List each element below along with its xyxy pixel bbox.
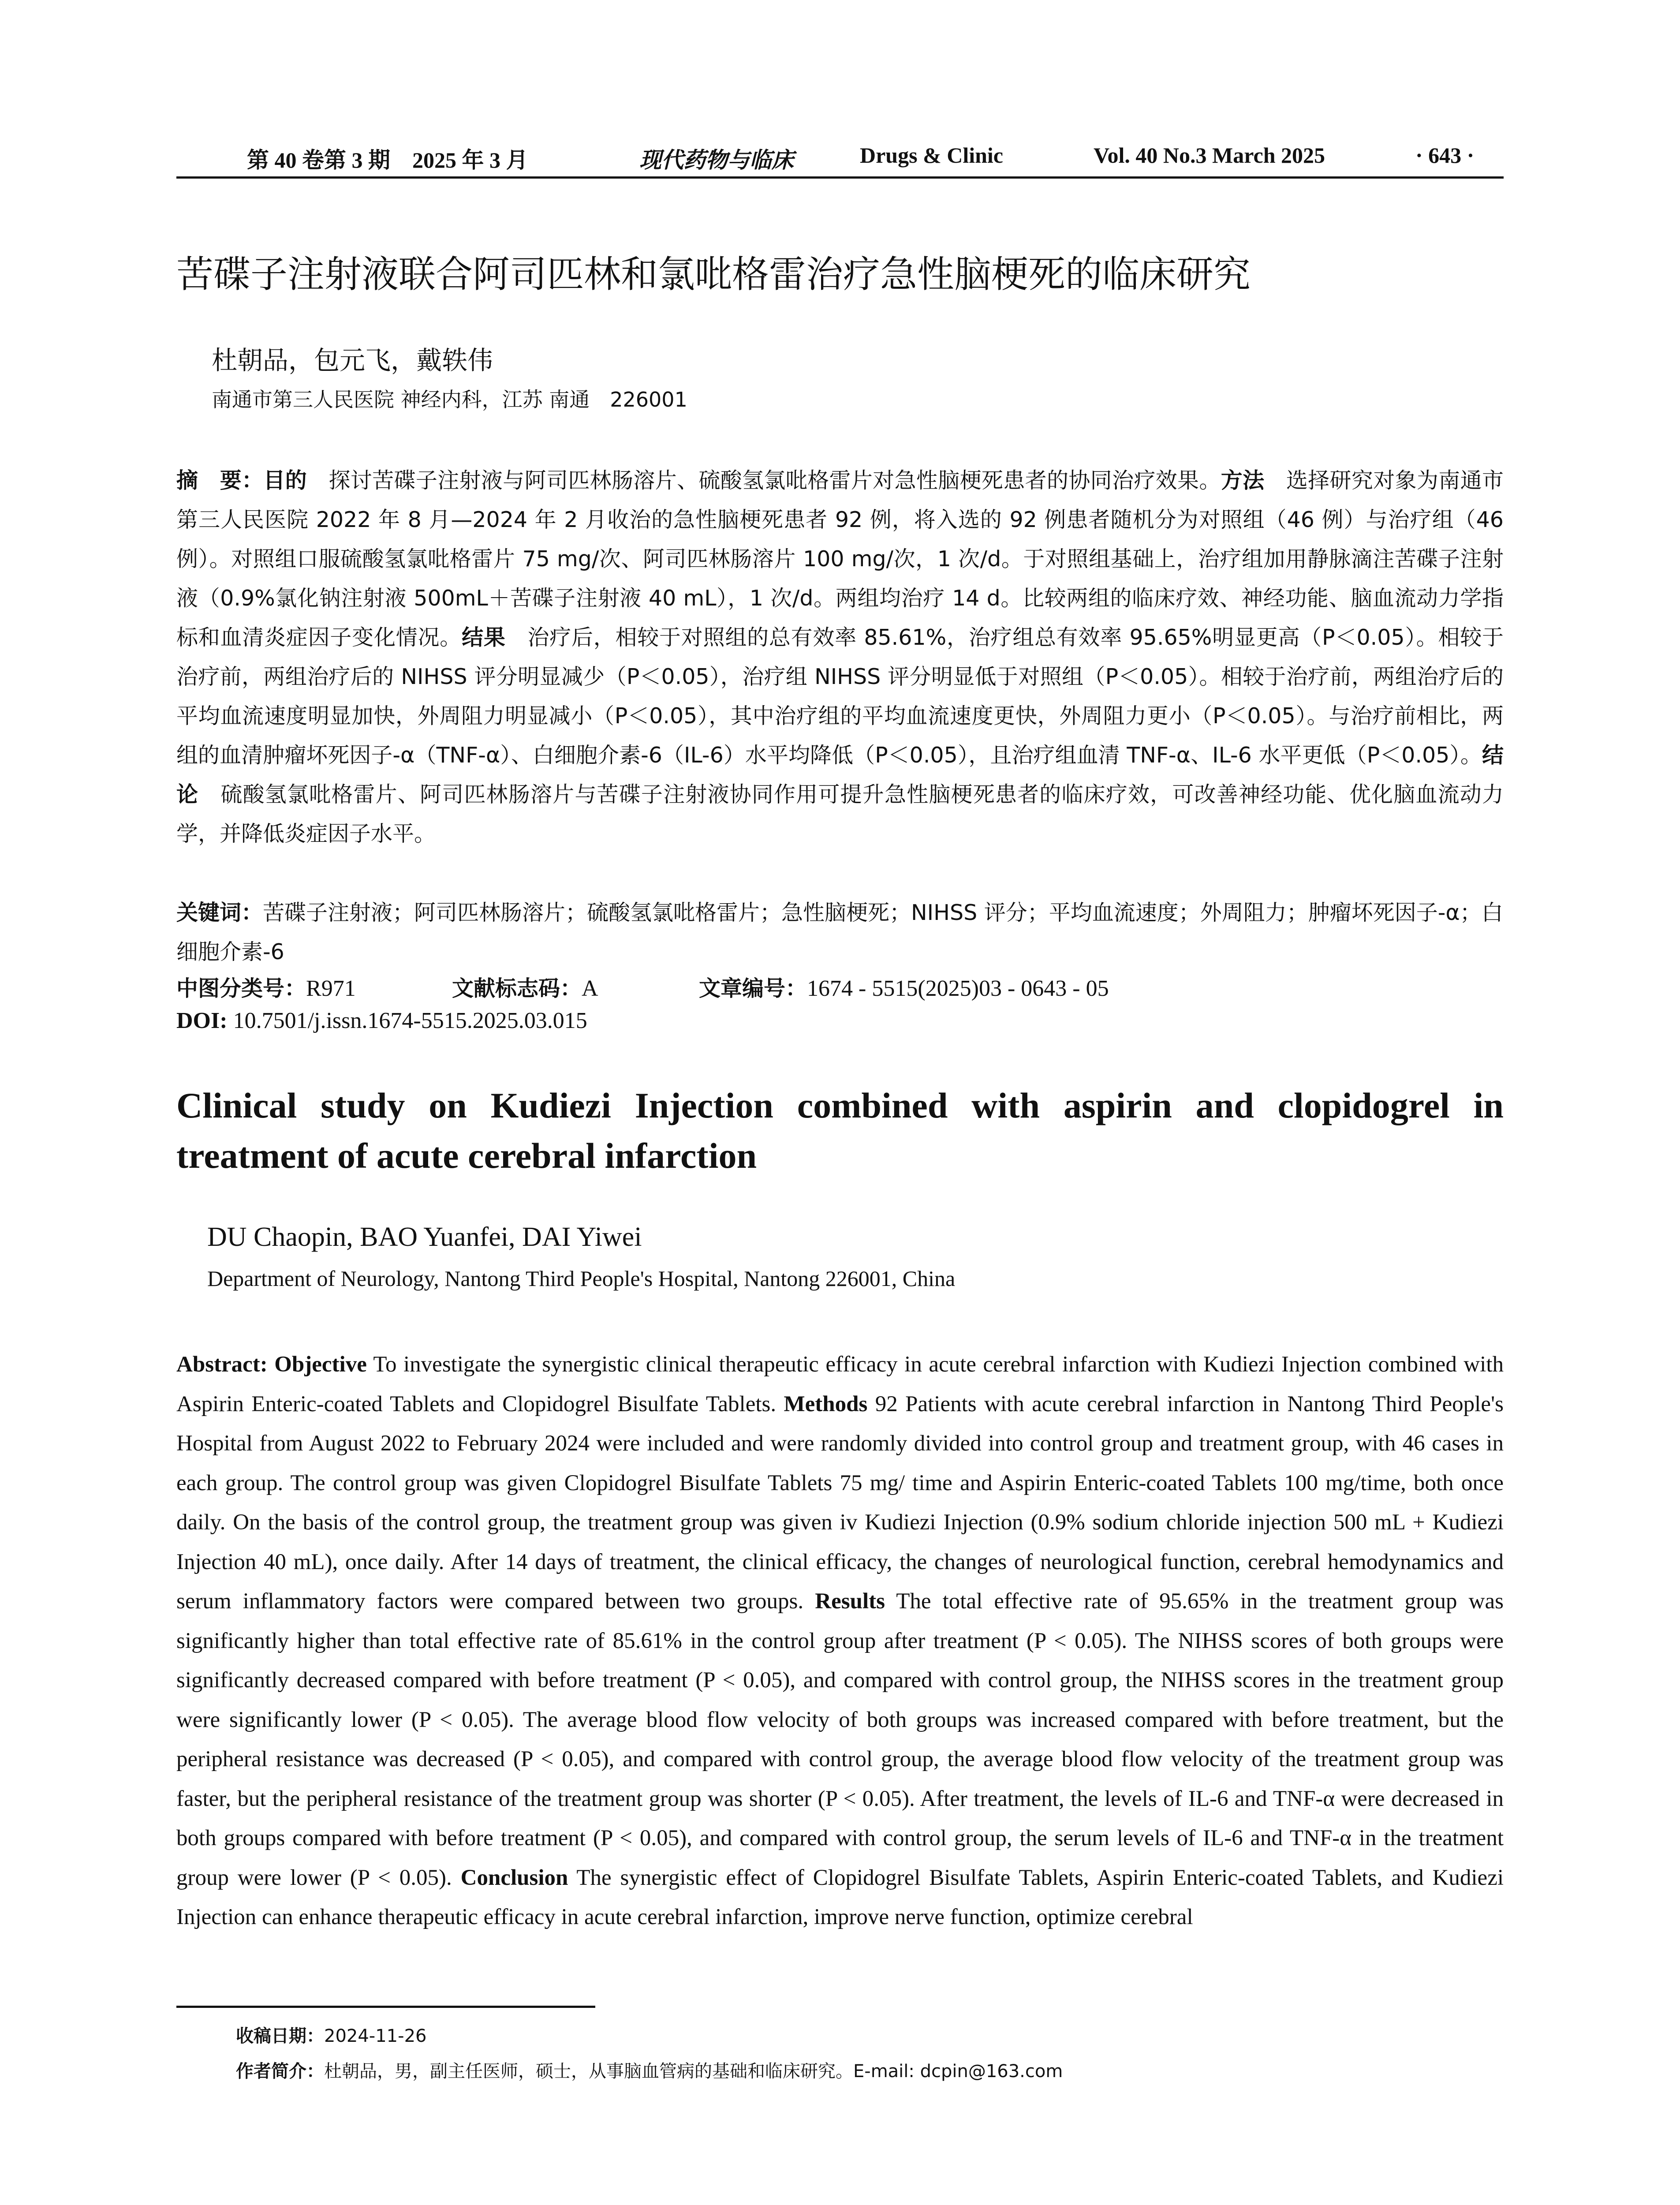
footnote-received: [236, 2022, 426, 2047]
clc-value: R971: [306, 976, 356, 1001]
abstract-cn-results-label: 结果: [462, 625, 506, 650]
doi: [176, 1008, 587, 1034]
clc-label: 中图分类号：: [176, 976, 306, 1001]
affiliation-cn: 南通市第三人民医院 神经内科，江苏 南通 226001: [212, 388, 687, 411]
abstract-en-results-label: Results: [815, 1589, 885, 1614]
header-volume-cn: 第 40 卷第 3 期 2025 年 3 月: [247, 148, 528, 172]
abstract-en: [176, 1345, 1504, 1937]
authors-en: DU Chaopin, BAO Yuanfei, DAI Yiwei: [207, 1222, 642, 1252]
doc-code-field: [452, 972, 598, 1002]
received-date: 2024-11-26: [324, 2026, 427, 2046]
title-en: Clinical study on Kudiezi Injection combined with aspirin and clopidogrel in treatment of acute cerebral infarction: [176, 1085, 1504, 1176]
abstract-en-conclusion-label: Conclusion: [460, 1865, 568, 1890]
abstract-en-results: The total effective rate of 95.65% in the treatment group was significantly higher than total effective rate of 85.61% in the control group after treatment (P < 0.05). The NIHSS scores of both groups were significantly decreased compared with before treatment (P < 0.05), and compared with control group, the NIHSS scores in the treatment group were significantly lower (P < 0.05). The average blood flow velocity of both groups was increased compared with before treatment, but the peripheral resistance was decreased (P < 0.05), and compared with control group, the average blood flow velocity of the treatment group was faster, but the peripheral resistance of the treatment group was shorter (P < 0.05). After treatment, the levels of IL-6 and TNF-α were decreased in both groups compared with before treatment (P < 0.05), and compared with control group, the serum levels of IL-6 and TNF-α in the treatment group were lower (P < 0.05).: [176, 1589, 1504, 1890]
title-cn: 苦碟子注射液联合阿司匹林和氯吡格雷治疗急性脑梗死的临床研究: [176, 253, 1251, 296]
header-journal-cn: 现代药物与临床: [639, 147, 794, 173]
doi-value[interactable]: 10.7501/j.issn.1674-5515.2025.03.015: [227, 1008, 587, 1033]
keywords-cn: [176, 893, 1504, 972]
doi-label: DOI:: [176, 1008, 228, 1033]
clc-field: [176, 972, 356, 1002]
article-no-field: [699, 972, 1109, 1002]
classification-line: [176, 968, 1504, 1003]
author-bio-label: 作者简介：: [236, 2061, 324, 2082]
header-volume-en: Vol. 40 No.3 March 2025: [1094, 143, 1325, 168]
article-no-value: 1674 - 5515(2025)03 - 0643 - 05: [807, 976, 1109, 1001]
affiliation-en: Department of Neurology, Nantong Third People's Hospital, Nantong 226001, China: [207, 1266, 956, 1291]
abstract-cn: [176, 461, 1504, 853]
received-label: 收稿日期：: [236, 2026, 324, 2046]
header-rule: [176, 176, 1504, 179]
article-no-label: 文章编号：: [699, 976, 807, 1001]
abstract-en-methods: 92 Patients with acute cerebral infarction in Nantong Third People's Hospital from August 2022 to February 2024 were included and were randomly divided into control group and treatment group, with 46 cases in each group. The control group was given Clopidogrel Bisulfate Tablets 75 mg/ time and Aspirin Enteric-coated Tablets 100 mg/time, both once daily. On the basis of the control group, the treatment group was given iv Kudiezi Injection (0.9% sodium chloride injection 500 mL + Kudiezi Injection 40 mL), once daily. After 14 days of treatment, the clinical efficacy, the changes of neurological function, cerebral hemodynamics and serum inflammatory factors were compared between two groups.: [176, 1391, 1504, 1614]
abstract-cn-conclusion: 硫酸氢氯吡格雷片、阿司匹林肠溶片与苦碟子注射液协同作用可提升急性脑梗死患者的临床疗效，可改善神经功能、优化脑血流动力学，并降低炎症因子水平。: [176, 782, 1504, 846]
abstract-cn-results: 治疗后，相较于对照组的总有效率 85.61%，治疗组总有效率 95.65%明显更高（P＜0.05）。相较于治疗前，两组治疗后的 NIHSS 评分明显减少（P＜0.05），治疗组 NIHSS 评分明显低于对照组（P＜0.05）。相较于治疗前，两组治疗后的平均血流速度明显加快，外周阻力明显减小（P＜0.05），其中治疗组的平均血流速度更快，外周阻力更小（P＜0.05）。与治疗前相比，两组的血清肿瘤坏死因子-α（TNF-α）、白细胞介素-6（IL-6）水平均降低（P＜0.05），且治疗组血清 TNF-α、IL-6 水平更低（P＜0.05）。: [176, 625, 1504, 768]
header-journal-en: Drugs & Clinic: [860, 143, 1003, 168]
author-bio: 杜朝品，男，副主任医师，硕士，从事脑血管病的基础和临床研究。E-mail: dcpin@163.com: [324, 2061, 1063, 2082]
abstract-en-objective-label: Objective: [274, 1352, 367, 1377]
abstract-en-objective: To investigate the synergistic clinical therapeutic efficacy in acute cerebral infarction with Kudiezi Injection combined with Aspirin Enteric-coated Tablets and Clopidogrel Bisulfate Tablets.: [176, 1352, 1504, 1416]
running-header: [176, 139, 1504, 174]
abstract-en-label: Abstract:: [176, 1352, 275, 1377]
abstract-cn-methods: 选择研究对象为南通市第三人民医院 2022 年 8 月—2024 年 2 月收治的急性脑梗死患者 92 例，将入选的 92 例患者随机分为对照组（46 例）与治疗组（46 例）。对照组口服硫酸氢氯吡格雷片 75 mg/次、阿司匹林肠溶片 100 mg/次，1 次/d。于对照组基础上，治疗组加用静脉滴注苦碟子注射液（0.9%氯化钠注射液 500mL＋苦碟子注射液 40 mL），1 次/d。两组均治疗 14 d。比较两组的临床疗效、神经功能、脑血流动力学指标和血清炎症因子变化情况。: [176, 468, 1504, 650]
footnote-rule: [176, 2006, 595, 2008]
authors-cn: 杜朝品，包元飞，戴轶伟: [212, 345, 493, 375]
header-page-number: · 643 ·: [1415, 143, 1475, 168]
abstract-cn-objective-label: 目的: [263, 468, 307, 493]
abstract-en-methods-label: Methods: [784, 1391, 868, 1416]
abstract-cn-label: 摘 要：: [176, 468, 264, 493]
abstract-cn-methods-label: 方法: [1221, 468, 1265, 493]
abstract-cn-objective: 探讨苦碟子注射液与阿司匹林肠溶片、硫酸氢氯吡格雷片对急性脑梗死患者的协同治疗效果。: [307, 468, 1221, 493]
abstract-en-conclusion: The synergistic effect of Clopidogrel Bisulfate Tablets, Aspirin Enteric-coated Tablets, and Kudiezi Injection can enhance therapeutic efficacy in acute cerebral infarction, improve nerve function, optimize cerebral: [176, 1865, 1504, 1929]
doc-code-value: A: [582, 976, 598, 1001]
doc-code-label: 文献标志码：: [452, 976, 582, 1001]
footnote-author: [236, 2057, 1063, 2082]
keywords-cn-label: 关键词：: [176, 900, 263, 925]
abstract-cn-conclusion-label: 结论: [176, 743, 1504, 807]
keywords-cn-text: 苦碟子注射液；阿司匹林肠溶片；硫酸氢氯吡格雷片；急性脑梗死；NIHSS 评分；平均血流速度；外周阻力；肿瘤坏死因子-α；白细胞介素-6: [176, 900, 1503, 964]
